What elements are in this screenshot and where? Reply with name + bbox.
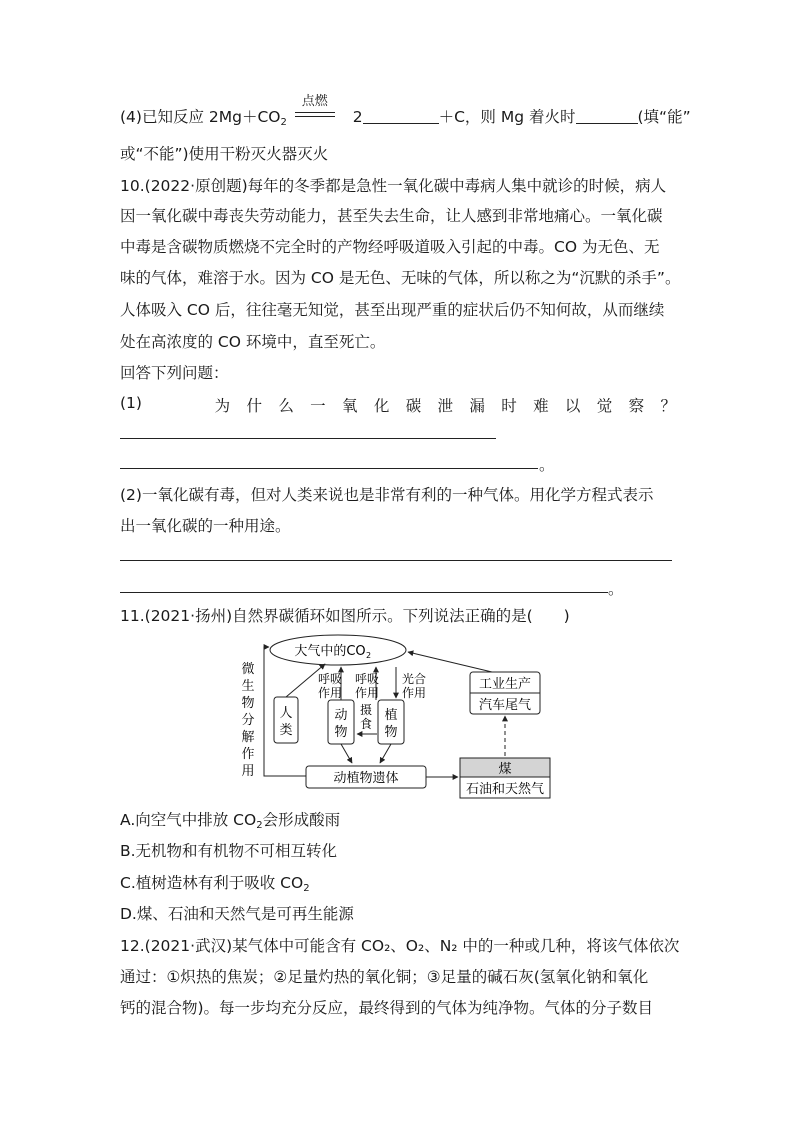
q1-char: 察 [628, 397, 645, 415]
q11-stem: 11.(2021·扬州)自然界碳循环如图所示。下列说法正确的是( ) [120, 607, 570, 625]
atmosphere-co2-subscript: 2 [366, 651, 372, 660]
q10-line-4: 味的气体，难溶于水。因为 CO 是无色、无味的气体，所以称之为“沉默的杀手”。 [120, 269, 681, 287]
condition-label: 点燃 [301, 94, 328, 109]
q1-char: 时 [501, 397, 517, 415]
q1-char: 为 [214, 397, 231, 415]
decomposition-char: 用 [241, 764, 255, 779]
q1-char: ？ [660, 397, 676, 415]
animal-to-remains-arrow [341, 744, 352, 763]
industry-label: 工业生产 [478, 677, 532, 692]
q11-option-a[interactable] [120, 810, 340, 836]
decomposition-char: 解 [241, 730, 255, 745]
q10-sub2-period: 。 [608, 580, 624, 598]
q11-option-c[interactable] [120, 873, 310, 899]
q11-option-d[interactable]: D.煤、石油和天然气是可再生能源 [120, 905, 354, 923]
respiration-label-2: 呼吸 [354, 672, 380, 686]
q1-char: 什 [246, 397, 262, 415]
q12-line-2: 通过：①炽热的焦炭；②足量灼热的氧化铜；③足量的碱石灰(氢氧化钠和氧化 [120, 968, 649, 986]
animal-label: 动 [334, 708, 348, 723]
q4-line2: 或“不能”)使用干粉灭火器灭火 [120, 145, 329, 163]
option-c-subscript: 2 [303, 883, 310, 894]
q1-char: 以 [564, 397, 581, 415]
decomposition-char: 微 [241, 662, 255, 677]
q10-sub2-line-1: (2)一氧化碳有毒，但对人类来说也是非常有利的一种气体。用化学方程式表示 [120, 486, 654, 504]
q1-char: 泄 [437, 397, 454, 415]
q10-line-3: 中毒是含碳物质燃烧不完全时的产物经呼吸道吸入引起的中毒。CO 为无色、无 [120, 238, 660, 256]
q4-suffix: (填“能” [637, 108, 691, 126]
human-label: 人 [279, 706, 293, 721]
option-a-text: A.向空气中排放 CO [120, 811, 257, 829]
plant-to-remains-arrow [380, 744, 391, 763]
q10-sub2-answer-line-1[interactable] [120, 560, 672, 561]
q1-char: 化 [373, 397, 390, 415]
feeding-label: 食 [359, 717, 373, 731]
decomposition-char: 物 [241, 696, 255, 711]
reaction-condition-arrow [292, 94, 338, 127]
q11-option-b[interactable]: B.无机物和有机物不可相互转化 [120, 842, 338, 860]
decomposition-char: 生 [241, 679, 255, 694]
q1-char: 漏 [469, 397, 485, 415]
respiration-label-2: 作用 [354, 686, 380, 700]
q4-prefix: (4)已知反应 2Mg＋CO [120, 108, 281, 126]
decomposition-char: 分 [241, 713, 255, 728]
option-a-subscript: 2 [256, 820, 263, 831]
coal-label: 煤 [498, 762, 512, 777]
animal-label: 物 [334, 725, 348, 740]
q1-char: 碳 [405, 397, 422, 415]
q10-sub1-answer-line-1[interactable] [120, 438, 496, 439]
photosynthesis-label: 作用 [401, 686, 427, 700]
respiration-label-1: 呼吸 [317, 672, 343, 686]
q10-line-5: 人体吸入 CO 后，往往毫无知觉，甚至出现严重的症状后仍不知何故，从而继续 [120, 301, 665, 319]
q1-char: 难 [533, 397, 549, 415]
q12-line-1: 12.(2021·武汉)某气体中可能含有 CO₂、O₂、N₂ 中的一种或几种，将该气体依次 [120, 937, 680, 955]
q10-line-1: 10.(2022·原创题)每年的冬季都是急性一氧化碳中毒病人集中就诊的时候，病人 [120, 177, 667, 195]
q4-blank-product[interactable] [363, 109, 439, 124]
photosynthesis-label: 光合 [401, 672, 427, 686]
q4-co2-subscript: 2 [280, 117, 287, 128]
feeding-label: 摄 [359, 703, 373, 717]
remains-label: 动植物遗体 [333, 771, 399, 786]
q4-mid: ＋C，则 Mg 着火时 [438, 108, 576, 126]
atmosphere-co2-label: 大气中的CO [294, 644, 366, 659]
q10-sub1-answer-line-2[interactable] [120, 468, 538, 469]
plant-label: 物 [384, 725, 398, 740]
industry-emission-arrow [408, 652, 492, 672]
q4-line1 [120, 94, 691, 133]
option-a-end: 会形成酸雨 [262, 811, 341, 829]
decomposition-char: 作 [241, 747, 255, 762]
q4-product-coeff: 2 [352, 108, 363, 126]
q10-line-7: 回答下列问题： [120, 364, 229, 382]
q1-char: 觉 [596, 397, 613, 415]
q1-char: 氧 [342, 397, 358, 415]
option-c-text: C.植树造林有利于吸收 CO [120, 874, 304, 892]
q10-line-6: 处在高浓度的 CO 环境中，直至死亡。 [120, 333, 386, 351]
q10-line-2: 因一氧化碳中毒丧失劳动能力，甚至失去生命，让人感到非常地痛心。一氧化碳 [120, 207, 663, 225]
q1-char: 一 [310, 397, 326, 415]
human-label: 类 [279, 723, 293, 738]
plant-label: 植 [384, 708, 398, 723]
q10-sub1-number: (1) [120, 394, 142, 412]
q12-line-3: 钙的混合物)。每一步均充分反应，最终得到的气体为纯净物。气体的分子数目 [120, 999, 654, 1017]
carbon-cycle-diagram [230, 630, 560, 802]
q4-blank-answer[interactable] [576, 109, 638, 124]
q10-sub2-answer-line-2[interactable] [120, 592, 608, 593]
q10-sub2-line-2: 出一氧化碳的一种用途。 [120, 517, 291, 535]
respiration-label-1: 作用 [317, 686, 343, 700]
q1-char: 么 [278, 397, 294, 415]
exhaust-label: 汽车尾气 [478, 698, 532, 713]
q10-sub1-question [120, 394, 676, 416]
q10-sub1-period: 。 [539, 456, 555, 474]
oil-gas-label: 石油和天然气 [465, 782, 545, 797]
